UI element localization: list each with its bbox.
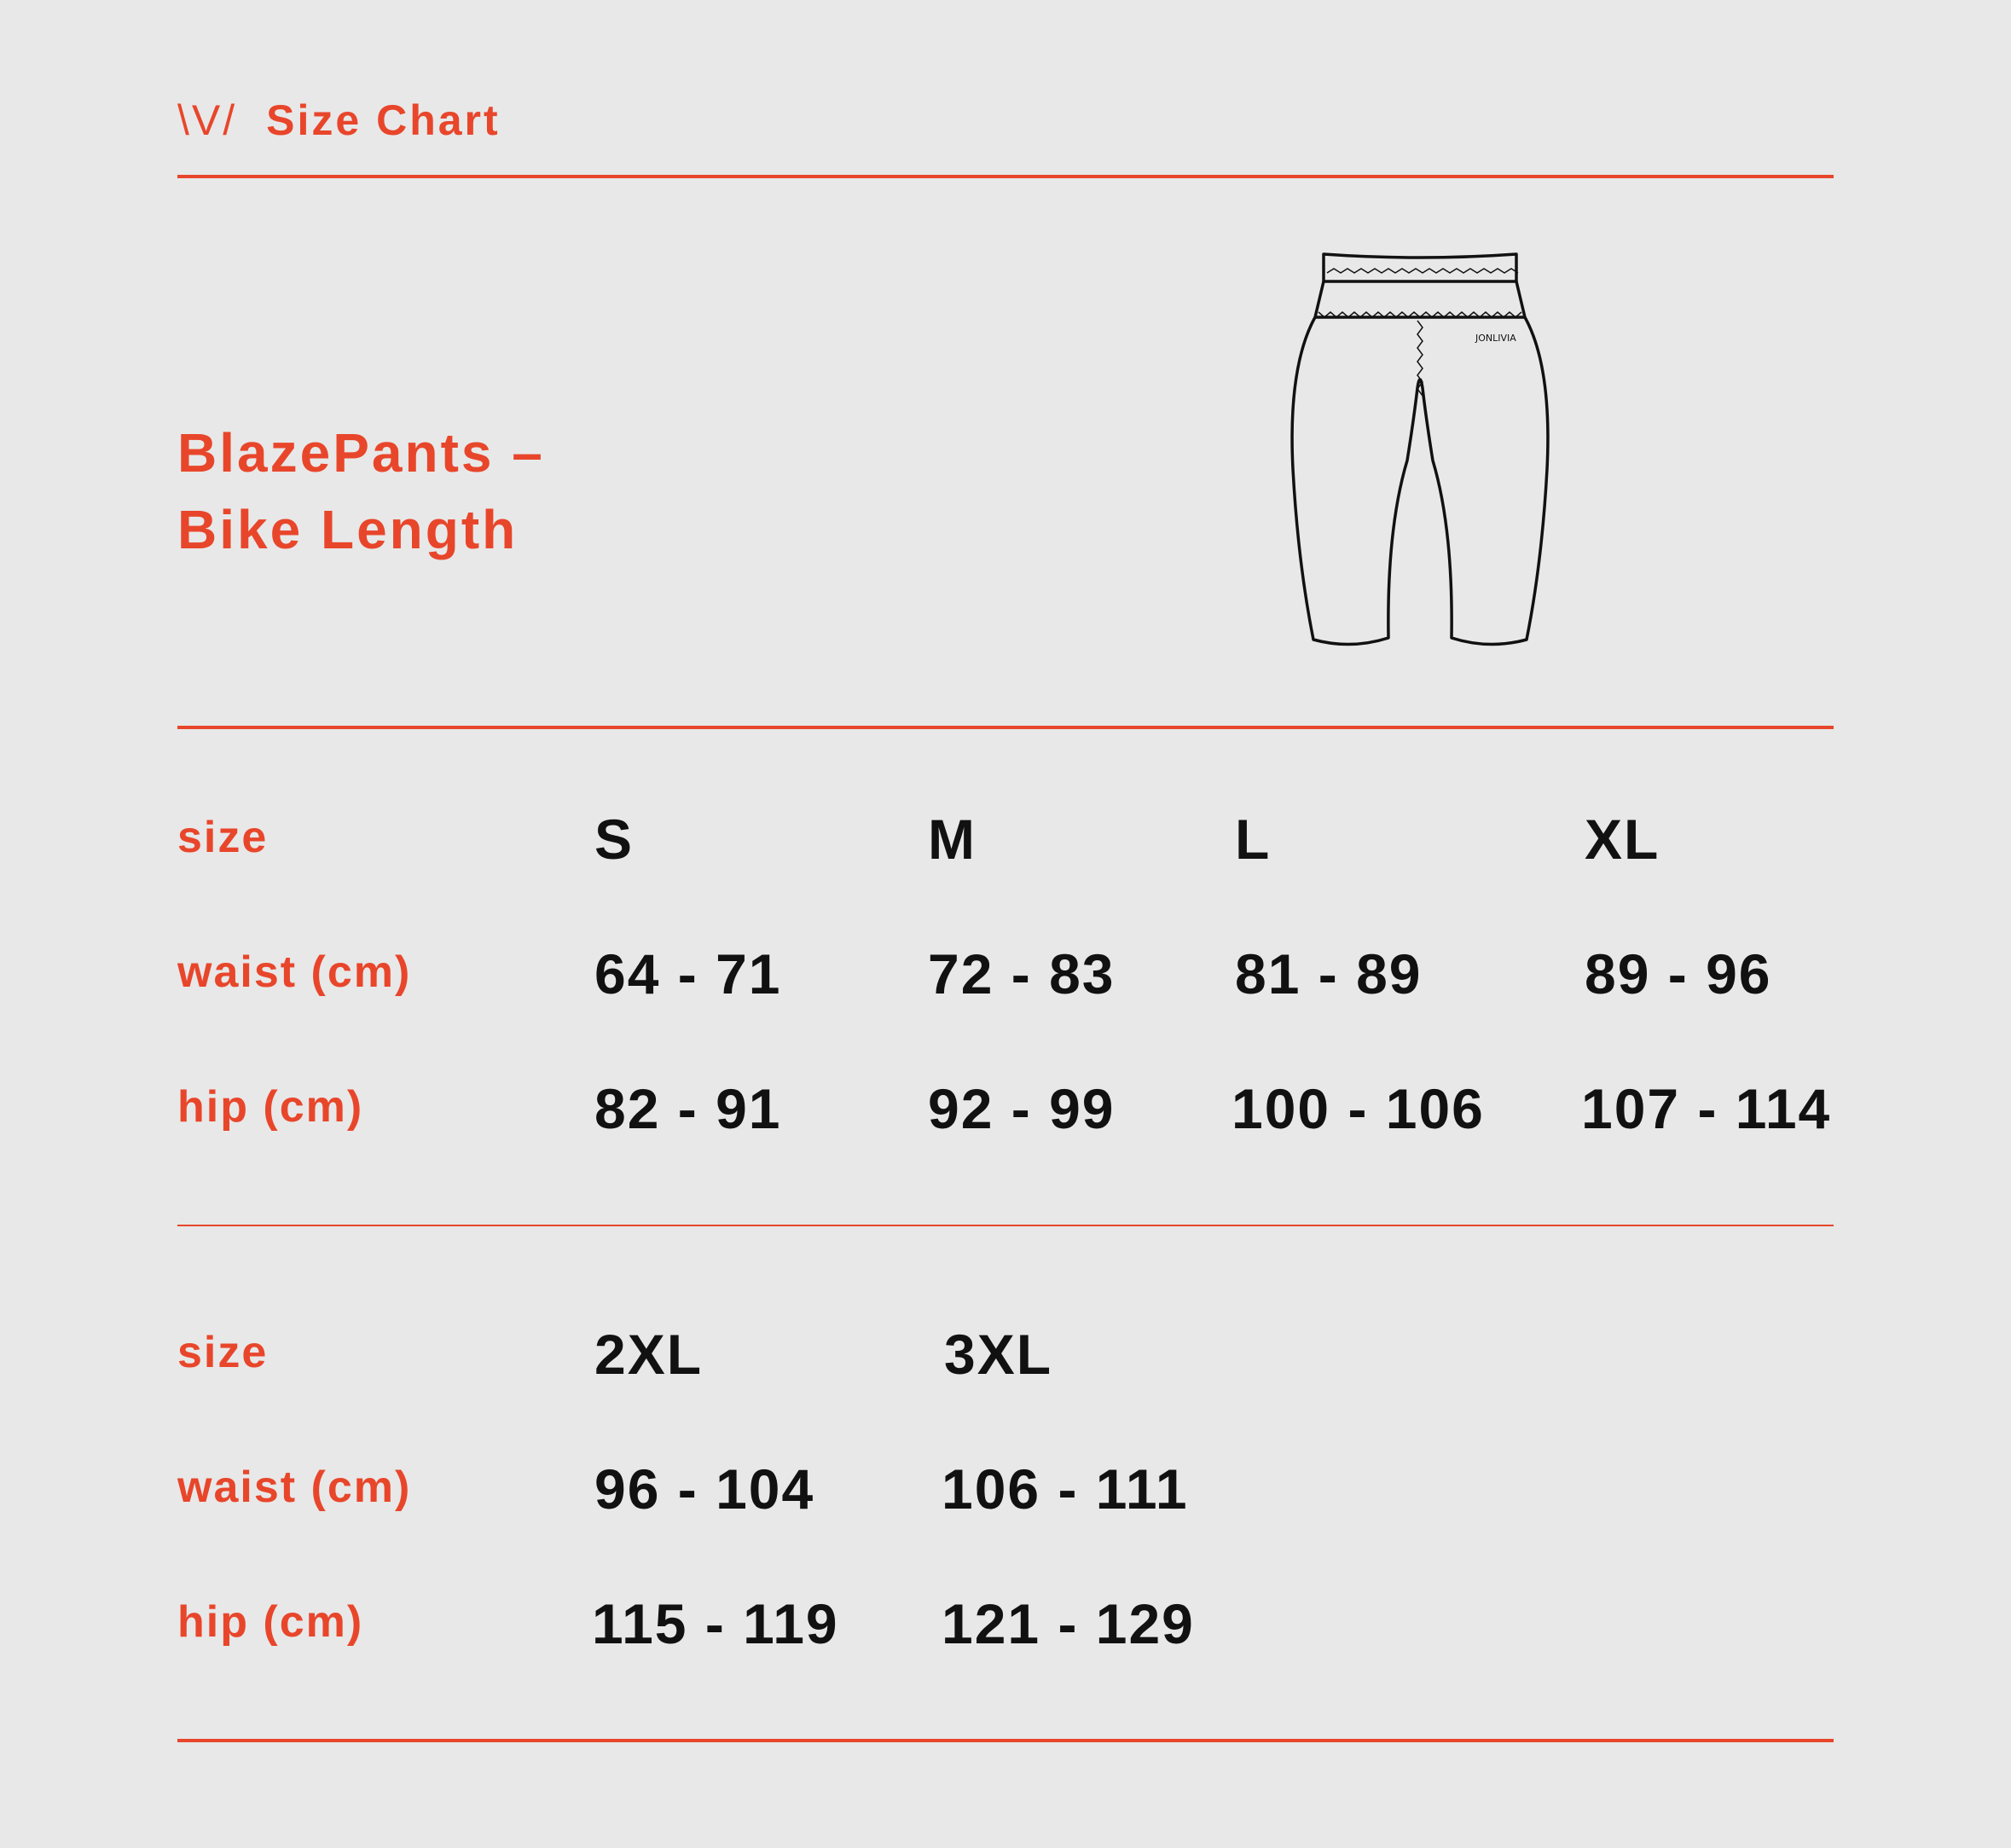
divider-after-title	[177, 726, 1834, 729]
table2-label-waist: waist (cm)	[177, 1463, 412, 1512]
brand-logo: \V/	[177, 96, 238, 144]
table2-size-2xl: 2XL	[594, 1323, 704, 1386]
table1-label-waist: waist (cm)	[177, 947, 412, 997]
table1-size-xl: XL	[1585, 808, 1660, 871]
table2-label-hip: hip (cm)	[177, 1597, 364, 1647]
table2-waist-2xl: 96 - 104	[594, 1457, 815, 1521]
table1-hip-s: 82 - 91	[594, 1077, 782, 1140]
divider-top	[177, 175, 1834, 178]
table1-hip-l: 100 - 106	[1232, 1077, 1485, 1140]
table1-hip-xl: 107 - 114	[1581, 1077, 1832, 1140]
table1-waist-l: 81 - 89	[1235, 942, 1423, 1005]
table2-hip-3xl: 121 - 129	[942, 1592, 1195, 1655]
product-title-line2: Bike Length	[177, 499, 519, 560]
table1-label-size: size	[177, 813, 269, 862]
product-title-line1: BlazePants –	[177, 422, 545, 484]
table1-size-m: M	[928, 808, 977, 871]
table2-hip-2xl: 115 - 119	[592, 1592, 839, 1655]
garment-brand-label: JONLIVIA	[1475, 333, 1516, 344]
divider-bottom	[177, 1739, 1834, 1742]
page-header	[177, 96, 501, 145]
bike-pants-illustration	[1279, 247, 1561, 657]
table1-waist-s: 64 - 71	[594, 942, 782, 1005]
table1-waist-m: 72 - 83	[928, 942, 1116, 1005]
table2-waist-3xl: 106 - 111	[942, 1457, 1189, 1521]
divider-between-tables	[177, 1225, 1834, 1226]
table2-label-size: size	[177, 1328, 269, 1377]
table1-size-s: S	[594, 808, 635, 871]
product-title	[177, 414, 545, 568]
table1-size-l: L	[1235, 808, 1272, 871]
table2-size-3xl: 3XL	[944, 1323, 1053, 1386]
table1-hip-m: 92 - 99	[928, 1077, 1116, 1140]
header-title: Size Chart	[266, 96, 501, 144]
table1-label-hip: hip (cm)	[177, 1082, 364, 1132]
table1-waist-xl: 89 - 96	[1585, 942, 1772, 1005]
